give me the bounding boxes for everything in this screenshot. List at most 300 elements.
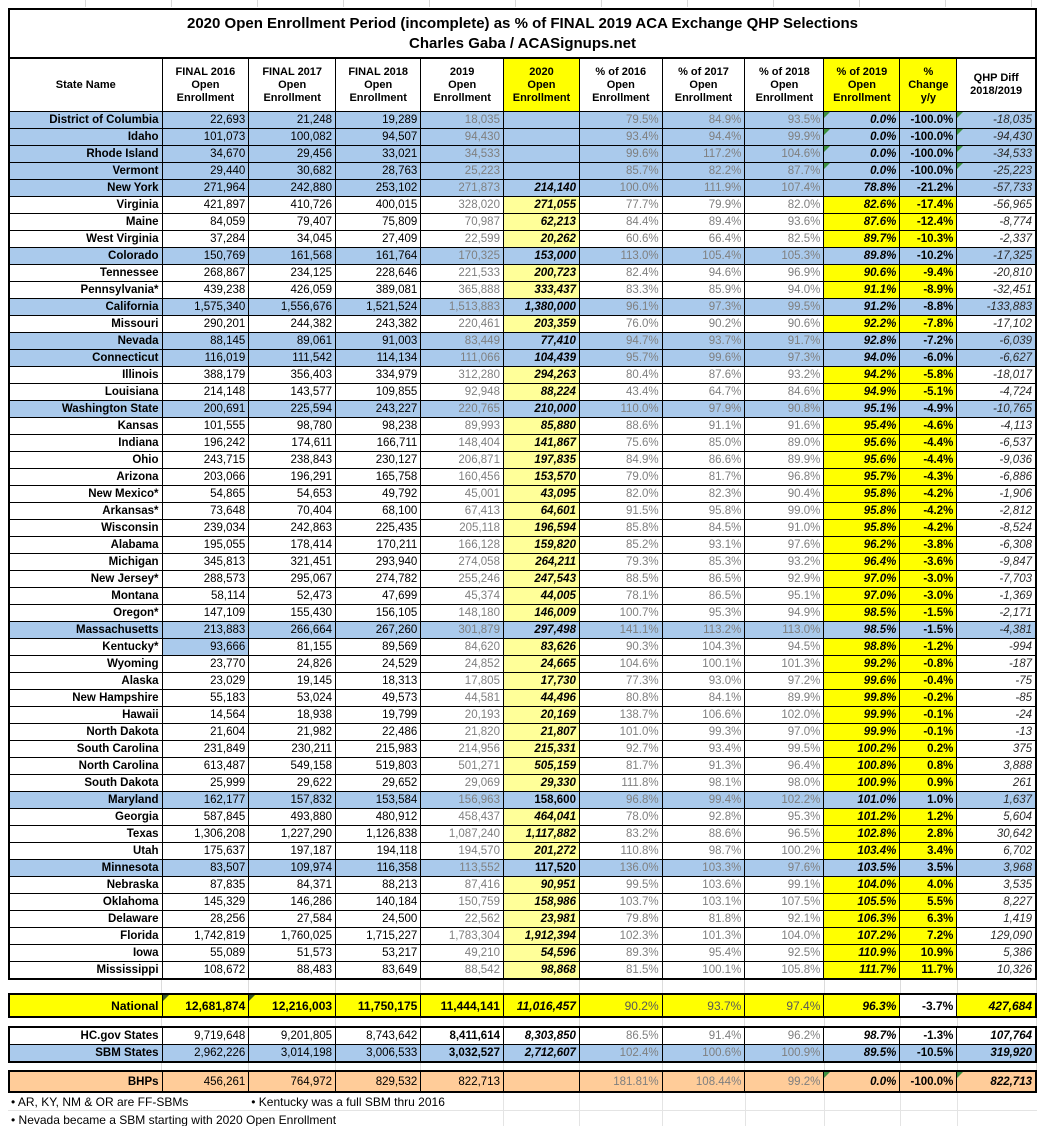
cell-p2016: 60.6% (579, 231, 662, 248)
cell-row-label: Louisiana (9, 384, 162, 401)
cell-e2019: 29,069 (421, 775, 504, 792)
cell-row-label: South Dakota (9, 775, 162, 792)
gridline-cell (579, 1063, 662, 1070)
cell-e2017: 321,451 (249, 554, 336, 571)
cell-p2017: 85.9% (662, 282, 745, 299)
cell-diff: -34,533 (957, 146, 1036, 163)
cell-e2018: 225,435 (336, 520, 421, 537)
cell-e2019: 150,759 (421, 894, 504, 911)
cell-chg: -1.2% (900, 639, 957, 656)
cell-chg: -3.8% (900, 537, 957, 554)
cell-p2017: 117.2% (662, 146, 745, 163)
cell-e2018: 33,021 (336, 146, 421, 163)
cell-e2016: 55,183 (162, 690, 249, 707)
cell-p2017: 91.3% (662, 758, 745, 775)
state-row (9, 605, 1036, 622)
cell-chg: 1.2% (900, 809, 957, 826)
cell-e2019: 18,035 (421, 112, 504, 129)
cell-row-label: Delaware (9, 911, 162, 928)
state-row (9, 911, 1036, 928)
cell-chg: -4.4% (900, 452, 957, 469)
cell-e2019: 148,180 (421, 605, 504, 622)
state-row (9, 860, 1036, 877)
cell-e2020 (503, 129, 579, 146)
cell-e2016: 87,835 (162, 877, 249, 894)
cell-p2018: 96.8% (745, 469, 824, 486)
cell-e2016: 196,242 (162, 435, 249, 452)
table-blocks (8, 57, 1037, 1126)
cell-row-label: North Dakota (9, 724, 162, 741)
cell-chg: -3.0% (900, 588, 957, 605)
cell-p2018: 89.0% (745, 435, 824, 452)
cell-e2017: 52,473 (249, 588, 336, 605)
column-header-line: % of 2016 (595, 65, 647, 78)
cell-chg: -10.5% (900, 1045, 957, 1063)
column-header-line: FINAL 2018 (348, 65, 409, 78)
cell-e2018: 18,313 (336, 673, 421, 690)
cell-p2017: 97.9% (662, 401, 745, 418)
cell-diff: -57,733 (957, 180, 1036, 197)
cell-p2016: 84.4% (579, 214, 662, 231)
cell-e2020 (503, 112, 579, 129)
cell-p2019: 82.6% (824, 197, 900, 214)
cell-p2018: 96.2% (745, 1027, 824, 1045)
gridline-cell (900, 1018, 957, 1026)
cell-e2017: 155,430 (249, 605, 336, 622)
cell-p2017: 98.1% (662, 775, 745, 792)
cell-e2020: 153,570 (503, 469, 579, 486)
cell-chg: -4.4% (900, 435, 957, 452)
cell-e2018: 153,584 (336, 792, 421, 809)
cell-e2017: 19,145 (249, 673, 336, 690)
state-row (9, 333, 1036, 350)
cell-chg: 3.5% (900, 860, 957, 877)
column-header-line: Enrollment (512, 91, 571, 104)
cell-diff: -994 (957, 639, 1036, 656)
state-row (9, 843, 1036, 860)
cell-p2018: 92.9% (745, 571, 824, 588)
cell-p2018: 97.2% (745, 673, 824, 690)
cell-p2018: 99.0% (745, 503, 824, 520)
cell-p2016: 110.0% (579, 401, 662, 418)
cell-e2019: 24,852 (421, 656, 504, 673)
cell-p2018: 92.5% (745, 945, 824, 962)
cell-p2017: 95.8% (662, 503, 745, 520)
cell-p2019: 97.0% (824, 588, 900, 605)
cell-e2018: 1,521,524 (336, 299, 421, 316)
cell-p2016: 90.2% (579, 994, 662, 1017)
cell-e2017: 53,024 (249, 690, 336, 707)
state-row (9, 809, 1036, 826)
cell-row-label: Arizona (9, 469, 162, 486)
cell-p2017: 99.4% (662, 792, 745, 809)
cell-p2016: 99.5% (579, 877, 662, 894)
cell-p2019: 106.3% (824, 911, 900, 928)
state-row (9, 180, 1036, 197)
column-header-line: Open (770, 78, 799, 91)
cell-p2019: 78.8% (824, 180, 900, 197)
cell-p2017: 93.7% (662, 994, 745, 1017)
cell-e2016: 439,238 (162, 282, 249, 299)
cell-e2019: 11,444,141 (421, 994, 504, 1017)
cell-p2019: 101.0% (824, 792, 900, 809)
cell-e2017: 242,880 (249, 180, 336, 197)
cell-e2020: 11,016,457 (503, 994, 579, 1017)
gridline-cell (824, 1093, 900, 1111)
cell-e2019: 822,713 (421, 1071, 504, 1092)
state-row (9, 537, 1036, 554)
cell-p2017: 94.6% (662, 265, 745, 282)
cell-p2016: 88.6% (579, 418, 662, 435)
cell-p2016: 79.3% (579, 554, 662, 571)
cell-e2020: 200,723 (503, 265, 579, 282)
column-header-3 (336, 58, 421, 112)
column-header-1 (162, 58, 249, 112)
cell-diff: -4,381 (957, 622, 1036, 639)
cell-chg: -21.2% (900, 180, 957, 197)
cell-e2020: 146,009 (503, 605, 579, 622)
cell-p2017: 91.4% (662, 1027, 745, 1045)
cell-e2018: 243,227 (336, 401, 421, 418)
cell-e2020: 158,600 (503, 792, 579, 809)
bhp-row (9, 1071, 1036, 1092)
cell-e2020: 117,520 (503, 860, 579, 877)
column-header-line: FINAL 2016 (175, 65, 236, 78)
column-header-8 (745, 58, 824, 112)
cell-e2019: 94,430 (421, 129, 504, 146)
cell-e2017: 196,291 (249, 469, 336, 486)
cell-p2016: 100.7% (579, 605, 662, 622)
cell-p2017: 64.7% (662, 384, 745, 401)
cell-e2018: 519,803 (336, 758, 421, 775)
cell-p2017: 82.3% (662, 486, 745, 503)
cell-e2017: 109,974 (249, 860, 336, 877)
cell-e2018: 165,758 (336, 469, 421, 486)
state-row (9, 435, 1036, 452)
cell-e2017: 244,382 (249, 316, 336, 333)
cell-row-label: Hawaii (9, 707, 162, 724)
gridline-cell (161, 980, 248, 993)
state-row (9, 622, 1036, 639)
state-row (9, 112, 1036, 129)
cell-p2017: 86.5% (662, 588, 745, 605)
spacer-3 (8, 1063, 1037, 1070)
hcgov-sbm-table (8, 1026, 1037, 1063)
cell-row-label: New Jersey* (9, 571, 162, 588)
cell-p2018: 105.3% (745, 248, 824, 265)
cell-p2019: 96.4% (824, 554, 900, 571)
cell-e2018: 334,979 (336, 367, 421, 384)
cell-chg: 6.3% (900, 911, 957, 928)
cell-e2017: 146,286 (249, 894, 336, 911)
state-row (9, 163, 1036, 180)
cell-e2018: 215,983 (336, 741, 421, 758)
gridline-cell (824, 1063, 900, 1070)
cell-e2017: 426,059 (249, 282, 336, 299)
cell-p2017: 98.7% (662, 843, 745, 860)
cell-e2019: 160,456 (421, 469, 504, 486)
gridline-cell (503, 1063, 579, 1070)
cell-e2016: 83,507 (162, 860, 249, 877)
cell-e2016: 101,073 (162, 129, 249, 146)
cell-e2017: 549,158 (249, 758, 336, 775)
cell-e2018: 228,646 (336, 265, 421, 282)
cell-diff: -56,965 (957, 197, 1036, 214)
cell-e2017: 24,826 (249, 656, 336, 673)
cell-e2019: 22,562 (421, 911, 504, 928)
cell-e2020: 90,951 (503, 877, 579, 894)
cell-p2017: 104.3% (662, 639, 745, 656)
cell-row-label: Connecticut (9, 350, 162, 367)
cell-diff: -32,451 (957, 282, 1036, 299)
cell-p2018: 94.5% (745, 639, 824, 656)
cell-e2019: 312,280 (421, 367, 504, 384)
cell-p2018: 113.0% (745, 622, 824, 639)
cell-p2018: 89.9% (745, 690, 824, 707)
cell-chg: -7.8% (900, 316, 957, 333)
cell-p2016: 86.5% (579, 1027, 662, 1045)
cell-chg: -17.4% (900, 197, 957, 214)
cell-p2019: 103.5% (824, 860, 900, 877)
gridline-cell (579, 1018, 662, 1026)
gridline-cell (662, 1093, 745, 1111)
state-row (9, 707, 1036, 724)
cell-chg: 0.2% (900, 741, 957, 758)
state-row (9, 571, 1036, 588)
cell-row-label: District of Columbia (9, 112, 162, 129)
cell-row-label: West Virginia (9, 231, 162, 248)
cell-row-label: Pennsylvania* (9, 282, 162, 299)
cell-e2020: 1,912,394 (503, 928, 579, 945)
column-header-line: % of 2019 (836, 65, 888, 78)
cell-e2019: 206,871 (421, 452, 504, 469)
cell-diff: -10,765 (957, 401, 1036, 418)
cell-chg: -1.5% (900, 605, 957, 622)
column-header-line: 2020 (529, 65, 554, 78)
cell-chg: -4.2% (900, 520, 957, 537)
cell-diff: -6,039 (957, 333, 1036, 350)
state-row (9, 265, 1036, 282)
cell-p2018: 90.4% (745, 486, 824, 503)
cell-p2019: 92.8% (824, 333, 900, 350)
cell-e2016: 9,719,648 (162, 1027, 249, 1045)
cell-e2016: 1,575,340 (162, 299, 249, 316)
cell-e2019: 17,805 (421, 673, 504, 690)
cell-row-label: SBM States (9, 1045, 162, 1063)
gridline-cell (901, 1111, 958, 1126)
cell-row-label: Alabama (9, 537, 162, 554)
cell-diff: -24 (957, 707, 1036, 724)
cell-e2020: 1,117,882 (503, 826, 579, 843)
cell-e2016: 290,201 (162, 316, 249, 333)
cell-diff: -20,810 (957, 265, 1036, 282)
cell-diff: 822,713 (957, 1071, 1036, 1092)
column-header-line: 2018/2019 (970, 85, 1023, 97)
cell-p2017: 79.9% (662, 197, 745, 214)
cell-p2018: 95.3% (745, 809, 824, 826)
cell-p2019: 99.9% (824, 724, 900, 741)
state-row (9, 588, 1036, 605)
state-row (9, 554, 1036, 571)
table-area (8, 8, 1037, 1126)
gridline-cell (824, 980, 900, 993)
cell-e2018: 243,382 (336, 316, 421, 333)
cell-diff: -6,308 (957, 537, 1036, 554)
cell-e2016: 587,845 (162, 809, 249, 826)
cell-e2017: 225,594 (249, 401, 336, 418)
cell-p2016: 100.0% (579, 180, 662, 197)
cell-p2017: 90.2% (662, 316, 745, 333)
cell-chg: -8.8% (900, 299, 957, 316)
cell-p2017: 87.6% (662, 367, 745, 384)
cell-p2019: 95.8% (824, 520, 900, 537)
cell-e2018: 389,081 (336, 282, 421, 299)
gridline-cell (248, 980, 335, 993)
cell-p2018: 96.4% (745, 758, 824, 775)
cell-e2020: 21,807 (503, 724, 579, 741)
cell-e2020: 201,272 (503, 843, 579, 860)
cell-diff: 375 (957, 741, 1036, 758)
gridline-cell (745, 1018, 824, 1026)
cell-p2019: 91.2% (824, 299, 900, 316)
cell-e2019: 111,066 (421, 350, 504, 367)
cell-e2018: 49,573 (336, 690, 421, 707)
cell-p2019: 89.7% (824, 231, 900, 248)
cell-p2019: 98.7% (824, 1027, 900, 1045)
cell-p2018: 84.6% (745, 384, 824, 401)
cell-row-label: Illinois (9, 367, 162, 384)
state-row (9, 775, 1036, 792)
cell-p2017: 103.3% (662, 860, 745, 877)
cell-e2019: 84,620 (421, 639, 504, 656)
cell-p2017: 91.1% (662, 418, 745, 435)
table-title-block (8, 8, 1037, 57)
cell-diff: -18,035 (957, 112, 1036, 129)
column-header-line: Enrollment (833, 91, 891, 104)
cell-row-label: California (9, 299, 162, 316)
cell-p2018: 101.3% (745, 656, 824, 673)
cell-p2016: 43.4% (579, 384, 662, 401)
cell-e2018: 94,507 (336, 129, 421, 146)
cell-p2016: 79.5% (579, 112, 662, 129)
cell-p2019: 98.5% (824, 622, 900, 639)
cell-chg: 10.9% (900, 945, 957, 962)
cell-chg: -3.0% (900, 571, 957, 588)
cell-e2017: 88,483 (249, 962, 336, 980)
gridline-cell (8, 980, 161, 993)
cell-row-label: Maryland (9, 792, 162, 809)
cell-row-label: Virginia (9, 197, 162, 214)
cell-p2019: 0.0% (824, 163, 900, 180)
cell-e2018: 19,799 (336, 707, 421, 724)
cell-row-label: Oregon* (9, 605, 162, 622)
cell-row-label: Nebraska (9, 877, 162, 894)
cell-p2019: 95.6% (824, 452, 900, 469)
cell-chg: -100.0% (900, 112, 957, 129)
cell-e2017: 30,682 (249, 163, 336, 180)
cell-e2018: 49,792 (336, 486, 421, 503)
cell-p2017: 93.4% (662, 741, 745, 758)
cell-chg: -10.2% (900, 248, 957, 265)
gridline-cell (420, 980, 503, 993)
cell-e2019: 89,993 (421, 418, 504, 435)
cell-p2017: 95.4% (662, 945, 745, 962)
cell-diff: 129,090 (957, 928, 1036, 945)
cell-p2018: 102.2% (745, 792, 824, 809)
cell-e2020: 197,835 (503, 452, 579, 469)
cell-p2018: 90.8% (745, 401, 824, 418)
cell-p2019: 96.3% (824, 994, 900, 1017)
cell-chg: -4.2% (900, 503, 957, 520)
cell-diff: -75 (957, 673, 1036, 690)
column-header-line: % of 2017 (678, 65, 729, 78)
cell-e2016: 14,564 (162, 707, 249, 724)
cell-row-label: Rhode Island (9, 146, 162, 163)
bhp-table (8, 1070, 1037, 1093)
spreadsheet-top-gridlines (0, 0, 1045, 7)
cell-p2016: 111.8% (579, 775, 662, 792)
cell-e2016: 25,999 (162, 775, 249, 792)
cell-e2017: 29,622 (249, 775, 336, 792)
cell-diff: -4,724 (957, 384, 1036, 401)
column-header-line: Open (448, 78, 477, 91)
cell-row-label: BHPs (9, 1071, 162, 1092)
cell-p2017: 93.1% (662, 537, 745, 554)
cell-row-label: Wyoming (9, 656, 162, 673)
state-row (9, 962, 1036, 980)
cell-diff: 5,604 (957, 809, 1036, 826)
cell-e2016: 37,284 (162, 231, 249, 248)
cell-e2019: 274,058 (421, 554, 504, 571)
cell-e2020: 83,626 (503, 639, 579, 656)
cell-p2018: 96.9% (745, 265, 824, 282)
cell-e2018: 11,750,175 (336, 994, 421, 1017)
cell-p2019: 95.4% (824, 418, 900, 435)
cell-row-label: Florida (9, 928, 162, 945)
cell-e2018: 47,699 (336, 588, 421, 605)
cell-p2018: 97.3% (745, 350, 824, 367)
cell-chg: -7.2% (900, 333, 957, 350)
cell-p2018: 91.7% (745, 333, 824, 350)
cell-e2020: 264,211 (503, 554, 579, 571)
cell-p2018: 99.1% (745, 877, 824, 894)
cell-row-label: Kansas (9, 418, 162, 435)
gridline-cell (958, 1111, 1037, 1126)
cell-diff: -6,886 (957, 469, 1036, 486)
cell-p2016: 102.3% (579, 928, 662, 945)
cell-e2018: 109,855 (336, 384, 421, 401)
cell-e2018: 293,940 (336, 554, 421, 571)
cell-p2016: 77.3% (579, 673, 662, 690)
cell-p2016: 83.2% (579, 826, 662, 843)
cell-p2017: 108.44% (662, 1071, 745, 1092)
state-row (9, 248, 1036, 265)
cell-e2020: 505,159 (503, 758, 579, 775)
cell-row-label: New Hampshire (9, 690, 162, 707)
cell-p2019: 95.6% (824, 435, 900, 452)
column-header-line: Enrollment (755, 91, 814, 104)
cell-e2016: 22,693 (162, 112, 249, 129)
column-header-0 (9, 58, 162, 112)
state-row (9, 469, 1036, 486)
cell-e2020: 62,213 (503, 214, 579, 231)
cell-diff: 1,637 (957, 792, 1036, 809)
cell-p2016: 181.81% (579, 1071, 662, 1092)
cell-e2019: 194,570 (421, 843, 504, 860)
cell-row-label: Texas (9, 826, 162, 843)
cell-p2017: 84.5% (662, 520, 745, 537)
state-row (9, 299, 1036, 316)
